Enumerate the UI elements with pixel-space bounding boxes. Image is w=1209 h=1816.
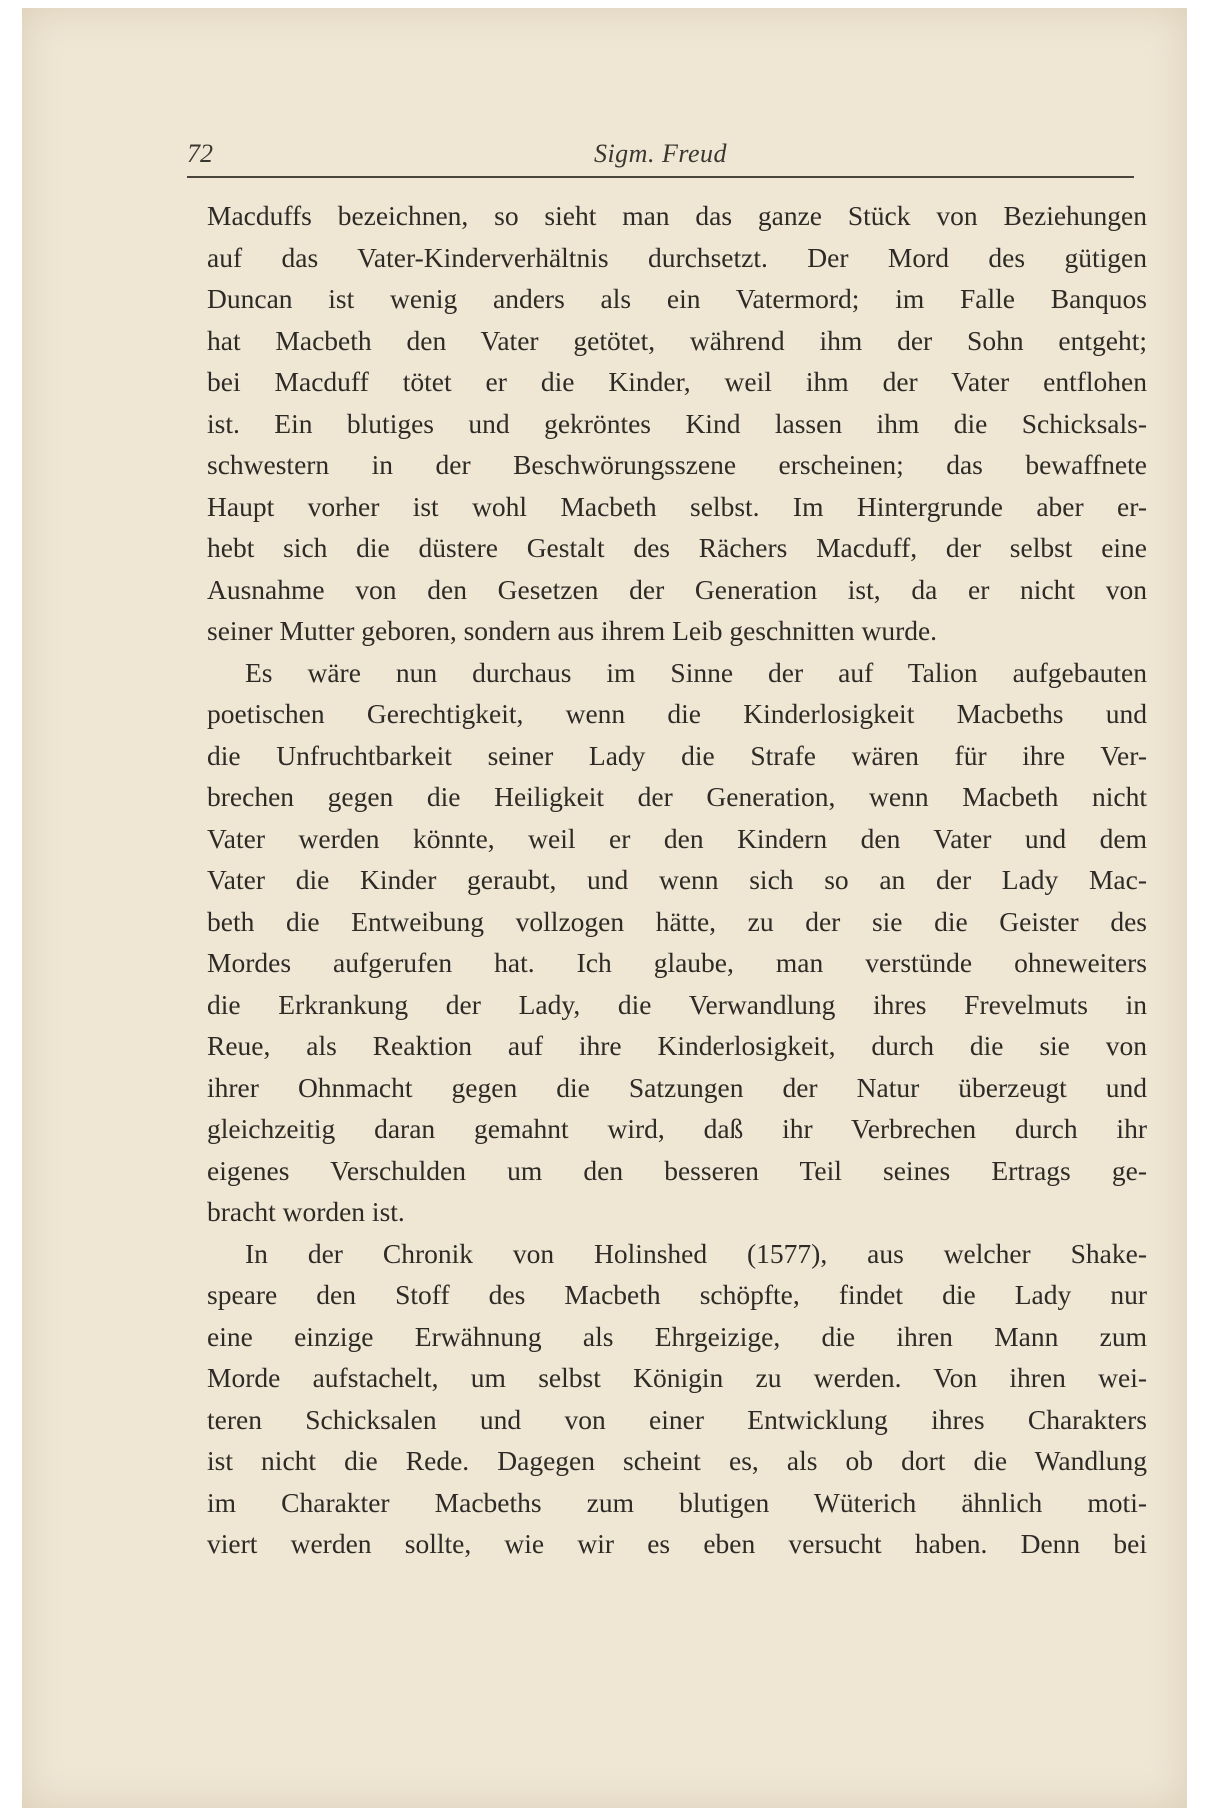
text-line: bei Macduff tötet er die Kinder, weil ihm der Vater entflohen: [207, 366, 1147, 397]
text-line: Reue, als Reaktion auf ihre Kinderlosigkeit, durch die sie von: [207, 1030, 1147, 1061]
body-text: [207, 195, 1147, 1565]
text-line: viert werden sollte, wie wir es eben versucht haben. Denn bei: [207, 1528, 1147, 1559]
text-line: Duncan ist wenig anders als ein Vatermord; im Falle Banquos: [207, 283, 1147, 314]
text-line: Haupt vorher ist wohl Macbeth selbst. Im Hintergrunde aber er-: [207, 490, 1147, 522]
page-number: 72: [187, 139, 213, 168]
text-line: Ausnahme von den Gesetzen der Generation ist, da er nicht von: [207, 573, 1147, 605]
text-line: auf das Vater-Kinderverhältnis durchsetzt. Der Mord des gütigen: [207, 241, 1147, 273]
header-rule: [187, 176, 1134, 178]
text-line: Morde aufstachelt, um selbst Königin zu werden. Von ihren wei-: [207, 1362, 1147, 1393]
text-line: speare den Stoff des Macbeth schöpfte, findet die Lady nur: [207, 1279, 1147, 1310]
text-line: beth die Entweibung vollzogen hätte, zu der sie die Geister des: [207, 905, 1147, 937]
text-line: teren Schicksalen und von einer Entwicklung ihres Charakters: [207, 1403, 1147, 1435]
text-line: Vater werden könnte, weil er den Kindern den Vater und dem: [207, 822, 1147, 854]
page-header: [187, 138, 1134, 174]
text-line: die Erkrankung der Lady, die Verwandlung ihres Frevelmuts in: [207, 988, 1147, 1020]
text-line: In der Chronik von Holinshed (1577), aus welcher Shake-: [245, 1237, 1147, 1269]
text-line: Macduffs bezeichnen, so sieht man das ganze Stück von Beziehungen: [207, 200, 1147, 231]
text-line: ihrer Ohnmacht gegen die Satzungen der Natur überzeugt und: [207, 1071, 1147, 1103]
text-line: bracht worden ist.: [207, 1196, 405, 1227]
text-line: hat Macbeth den Vater getötet, während ihm der Sohn entgeht;: [207, 324, 1147, 356]
text-line: brechen gegen die Heiligkeit der Generation, wenn Macbeth nicht: [207, 781, 1147, 812]
text-line: schwestern in der Beschwörungsszene erscheinen; das bewaffnete: [207, 449, 1147, 480]
text-line: die Unfruchtbarkeit seiner Lady die Strafe wären für ihre Ver-: [207, 739, 1147, 771]
text-line: Mordes aufgerufen hat. Ich glaube, man verstünde ohneweiters: [207, 947, 1147, 978]
text-line: eigenes Verschulden um den besseren Teil seines Ertrags ge-: [207, 1154, 1147, 1186]
running-head: Sigm. Freud: [593, 139, 728, 168]
text-line: eine einzige Erwähnung als Ehrgeizige, die ihren Mann zum: [207, 1320, 1147, 1352]
text-line: ist. Ein blutiges und gekröntes Kind lassen ihm die Schicksals-: [207, 407, 1147, 439]
text-line: poetischen Gerechtigkeit, wenn die Kinderlosigkeit Macbeths und: [207, 698, 1147, 729]
text-line: seiner Mutter geboren, sondern aus ihrem Leib geschnitten wurde.: [207, 615, 938, 646]
text-line: im Charakter Macbeths zum blutigen Wüterich ähnlich moti-: [207, 1486, 1147, 1518]
text-line: gleichzeitig daran gemahnt wird, daß ihr Verbrechen durch ihr: [207, 1113, 1147, 1144]
book-page: [22, 8, 1187, 1808]
text-line: ist nicht die Rede. Dagegen scheint es, als ob dort die Wandlung: [207, 1445, 1147, 1476]
text-line: Vater die Kinder geraubt, und wenn sich so an der Lady Mac-: [207, 864, 1147, 895]
text-line: hebt sich die düstere Gestalt des Rächers Macduff, der selbst eine: [207, 532, 1147, 563]
text-line: Es wäre nun durchaus im Sinne der auf Talion aufgebauten: [245, 656, 1147, 688]
